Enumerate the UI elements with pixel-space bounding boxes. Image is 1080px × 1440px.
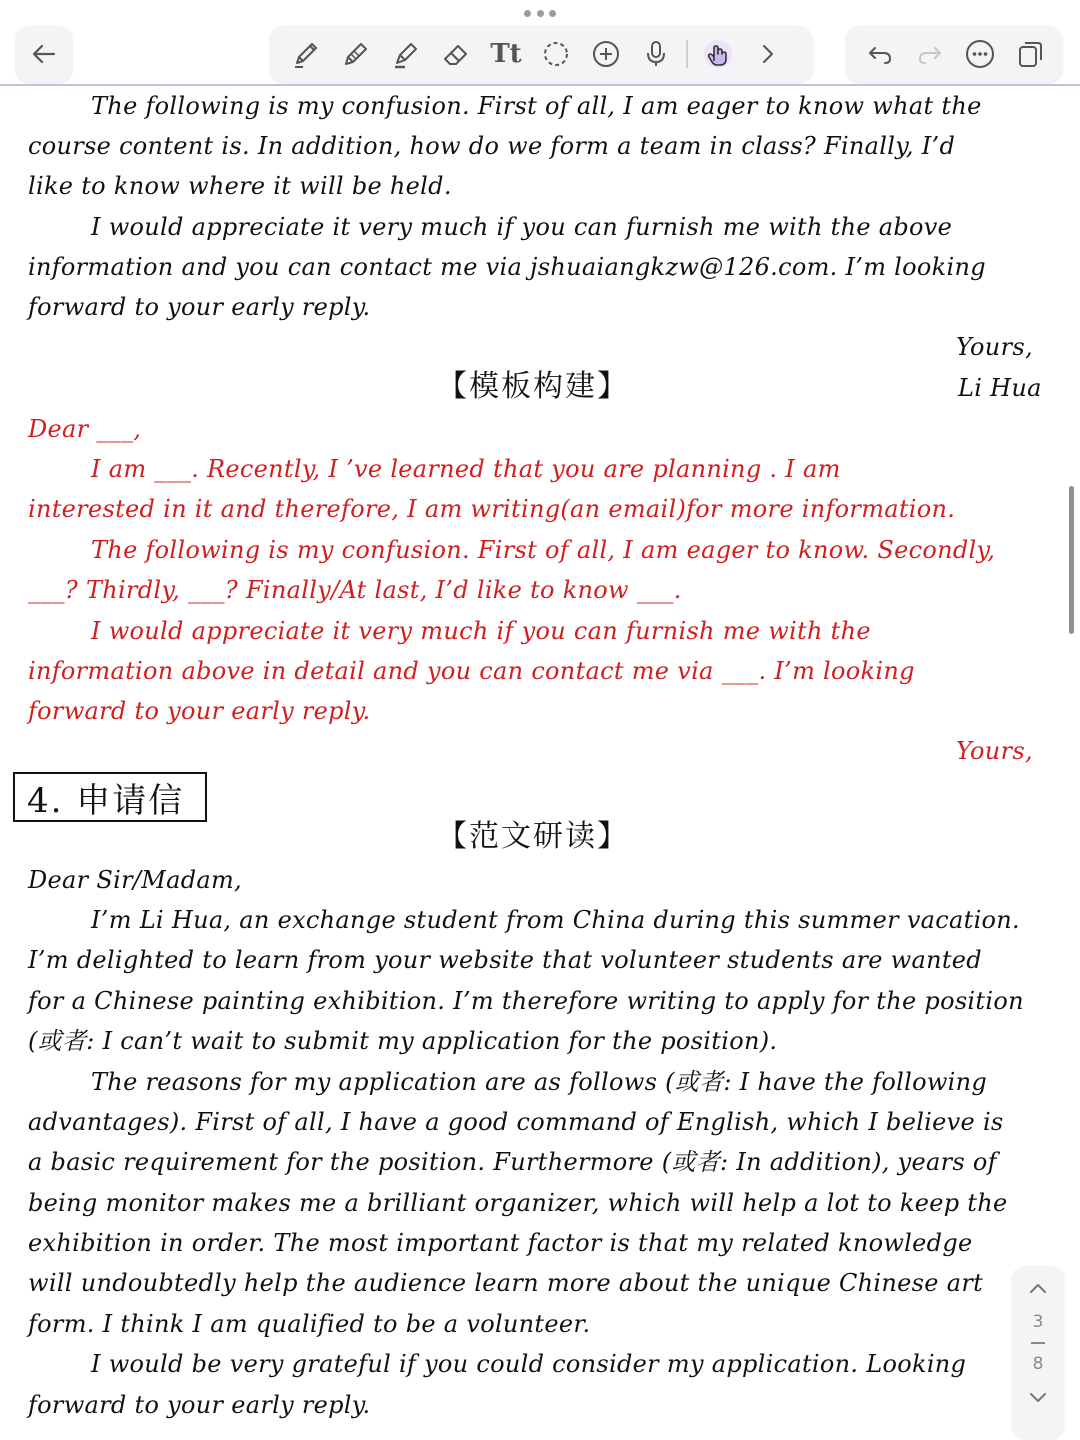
current-page-number: 3 — [1032, 1312, 1044, 1332]
sample-heading: 【范文研读】 — [437, 819, 629, 854]
scrollbar-thumb[interactable] — [1069, 486, 1074, 634]
highlighter-icon — [389, 37, 423, 71]
more-icon — [963, 37, 997, 71]
lasso-tool-button[interactable] — [534, 32, 578, 76]
undo-icon — [863, 37, 897, 71]
sample-line: The reasons for my application are as follows (或者: I have the following — [91, 1068, 988, 1096]
page-fraction-bar — [1031, 1342, 1045, 1344]
touch-tool-button[interactable] — [696, 32, 740, 76]
sample-line: I’m Li Hua, an exchange student from China during this summer vacation. — [91, 906, 1020, 934]
note-line: information and you can contact me via jshuaiangkzw@126.com. I’m looking — [28, 253, 986, 281]
hand-pointer-icon — [701, 37, 735, 71]
sample-line: I would be very grateful if you could consider my application. Looking — [91, 1350, 967, 1378]
note-line: like to know where it will be held. — [28, 172, 452, 200]
eraser-icon — [439, 37, 473, 71]
sample-line: advantages). First of all, I have a good command of English, which I believe is — [28, 1108, 1004, 1136]
total-page-count: 8 — [1032, 1354, 1044, 1374]
text-tool-button[interactable] — [484, 32, 528, 76]
chevron-right-icon — [751, 37, 785, 71]
sample-line: for a Chinese painting exhibition. I’m therefore writing to apply for the position — [28, 987, 1024, 1015]
sample-line: exhibition in order. The most important factor is that my related knowledge — [28, 1229, 973, 1257]
template-heading: 【模板构建】 — [437, 369, 629, 404]
sample-line: form. I think I am qualified to be a volunteer. — [28, 1310, 591, 1338]
section-title: 4. 申请信 — [27, 780, 185, 821]
page-navigator — [1012, 1266, 1064, 1438]
insert-button[interactable] — [584, 32, 628, 76]
note-line: course content is. In addition, how do we form a team in class? Finally, I’d — [28, 132, 956, 160]
record-audio-button[interactable] — [634, 32, 678, 76]
text-tool-icon: Tt — [490, 39, 522, 69]
pen-icon — [289, 37, 323, 71]
redo-icon — [913, 37, 947, 71]
next-page-button[interactable] — [1012, 1374, 1064, 1420]
toolbar-divider — [686, 40, 688, 68]
pencil-icon — [339, 37, 373, 71]
insert-plus-icon — [589, 37, 623, 71]
sample-line: Dear Sir/Madam, — [28, 866, 242, 894]
toolbar — [0, 26, 1080, 84]
template-line: information above in detail and you can contact me via ___. I’m looking — [28, 657, 915, 685]
sample-line: a basic requirement for the position. Furthermore (或者: In addition), years of — [28, 1148, 997, 1176]
template-line: The following is my confusion. First of all, I am eager to know. Secondly, — [91, 536, 996, 564]
drawing-tools — [270, 26, 812, 82]
template-line: interested in it and therefore, I am writing(an email)for more information. — [28, 495, 956, 523]
template-line: I would appreciate it very much if you can furnish me with the — [91, 617, 871, 645]
more-tools-button[interactable] — [746, 32, 790, 76]
sample-line: forward to your early reply. — [28, 1391, 371, 1419]
section-title-box — [13, 772, 207, 822]
lasso-icon — [539, 37, 573, 71]
microphone-icon — [639, 37, 673, 71]
redo-button[interactable] — [908, 32, 952, 76]
note-line: The following is my confusion. First of all, I am eager to know what the — [91, 92, 982, 120]
sample-line: I’m delighted to learn from your website that volunteer students are wanted — [28, 946, 982, 974]
window-grabber[interactable] — [524, 8, 556, 18]
pages-button[interactable] — [1008, 32, 1052, 76]
note-page[interactable] — [0, 86, 1080, 1440]
chevron-up-icon — [1027, 1278, 1049, 1300]
previous-page-button[interactable] — [1012, 1266, 1064, 1312]
pen-tool-button[interactable] — [284, 32, 328, 76]
note-line: I would appreciate it very much if you can furnish me with the above — [91, 213, 953, 241]
eraser-tool-button[interactable] — [434, 32, 478, 76]
letter-closing: Yours, — [956, 333, 1033, 361]
back-button[interactable] — [16, 26, 72, 82]
template-line: I am ___. Recently, I ’ve learned that you are planning . I am — [91, 455, 841, 483]
sample-line: will undoubtedly help the audience learn more about the unique Chinese art — [28, 1269, 984, 1297]
template-line: ___? Thirdly, ___? Finally/At last, I’d like to know ___. — [28, 576, 682, 604]
template-closing: Yours, — [956, 737, 1033, 765]
highlighter-tool-button[interactable] — [384, 32, 428, 76]
template-line: Dear ___, — [28, 415, 142, 443]
note-line: forward to your early reply. — [28, 293, 371, 321]
more-options-button[interactable] — [958, 32, 1002, 76]
sample-line: being monitor makes me a brilliant organizer, which will help a lot to keep the — [28, 1189, 1008, 1217]
edit-actions — [846, 26, 1062, 82]
arrow-left-icon — [30, 40, 58, 68]
sample-line: (或者: I can’t wait to submit my application for the position). — [28, 1027, 778, 1055]
pages-icon — [1013, 37, 1047, 71]
template-line: forward to your early reply. — [28, 697, 371, 725]
chevron-down-icon — [1027, 1386, 1049, 1408]
pencil-tool-button[interactable] — [334, 32, 378, 76]
undo-button[interactable] — [858, 32, 902, 76]
letter-signature: Li Hua — [958, 374, 1042, 402]
